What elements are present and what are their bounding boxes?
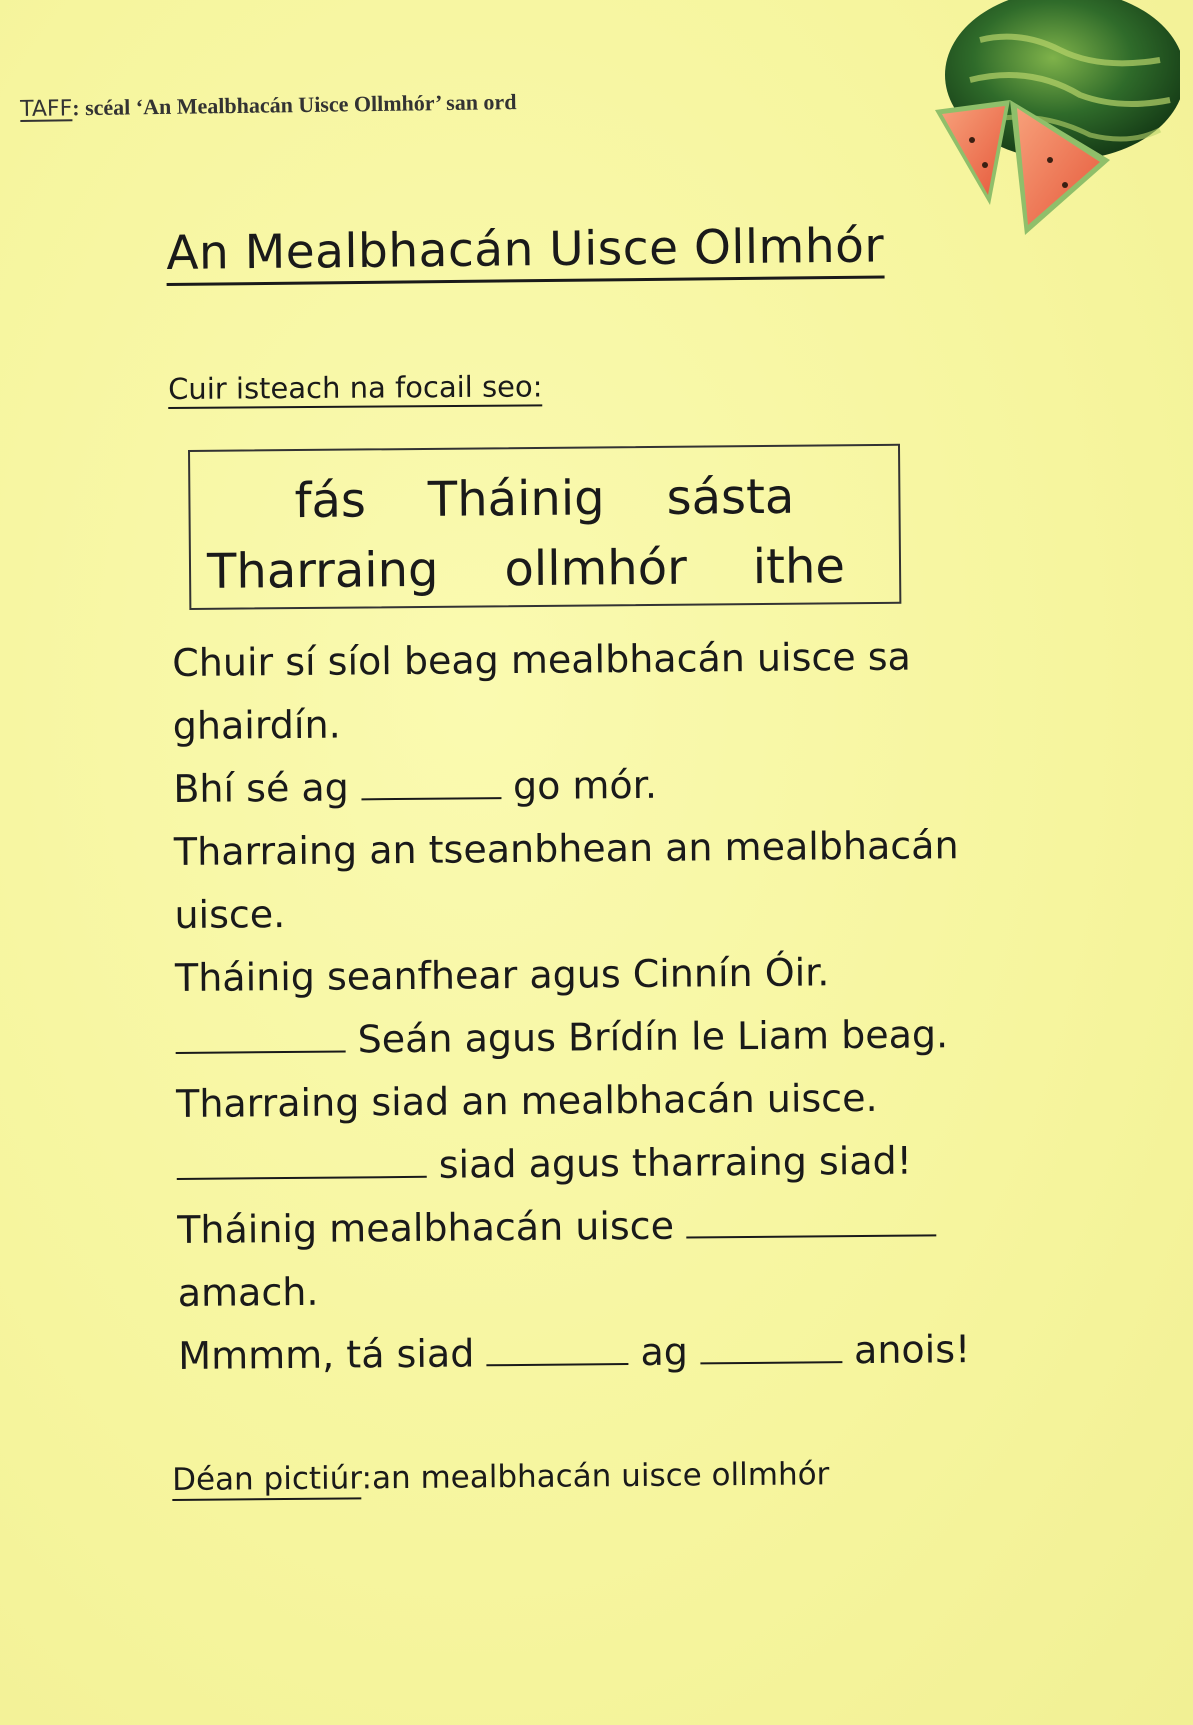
story-line-text: Tháinig mealbhacán uisce xyxy=(177,1203,687,1252)
story-line-text: ghairdín. xyxy=(172,702,341,748)
story-line-text: go mór. xyxy=(500,762,658,809)
story-line xyxy=(177,1191,1078,1262)
story-line-text: siad agus tharraing siad! xyxy=(426,1138,913,1187)
page-title-text: An Mealbhacán Uisce Ollmhór xyxy=(166,218,884,286)
header-line xyxy=(20,89,517,122)
story-line xyxy=(175,1002,1076,1073)
story-text xyxy=(172,624,1079,1388)
drawing-instruction-text: :an mealbhacán uisce ollmhór xyxy=(361,1456,830,1497)
story-line-text: Mmmm, tá siad xyxy=(178,1331,487,1378)
drawing-instruction xyxy=(172,1456,830,1498)
story-line-text: Chuir sí síol beag mealbhacán uisce sa xyxy=(172,634,912,685)
story-line xyxy=(178,1317,1079,1388)
instruction xyxy=(168,369,543,406)
drawing-instruction-label: Déan pictiúr xyxy=(172,1460,362,1501)
word-bank-box xyxy=(188,444,901,610)
fill-in-blank[interactable] xyxy=(177,1146,427,1180)
story-line xyxy=(174,813,1075,884)
story-line-text: Bhí sé ag xyxy=(173,765,362,811)
story-line xyxy=(176,1128,1077,1199)
story-line-text: uisce. xyxy=(174,892,286,937)
header-story-title: : scéal ‘An Mealbhacán Uisce Ollmhór’ san ord xyxy=(72,89,517,121)
story-line xyxy=(177,1254,1078,1325)
fill-in-blank[interactable] xyxy=(686,1204,936,1238)
fill-in-blank[interactable] xyxy=(175,1021,345,1054)
story-line-text: ag xyxy=(628,1329,701,1375)
story-line-text: Seán agus Brídín le Liam beag. xyxy=(345,1012,949,1062)
word-bank-word: ollmhór xyxy=(504,539,688,598)
instruction-text: Cuir isteach na focail seo: xyxy=(168,369,543,409)
fill-in-blank[interactable] xyxy=(700,1331,842,1364)
story-line xyxy=(172,624,1073,695)
page-title xyxy=(166,218,884,281)
story-line-text: Tháinig seanfhear agus Cinnín Óir. xyxy=(174,950,830,1000)
word-bank-word: ithe xyxy=(752,538,846,596)
story-line xyxy=(174,876,1075,947)
header-taff: TAFF xyxy=(20,96,73,122)
word-bank-word: Tháinig xyxy=(427,470,605,528)
story-line xyxy=(176,1065,1077,1136)
story-line xyxy=(173,750,1074,821)
word-bank-row-2 xyxy=(191,538,899,600)
word-bank-word: sásta xyxy=(666,468,795,526)
story-line xyxy=(175,939,1076,1010)
fill-in-blank[interactable] xyxy=(486,1333,628,1366)
story-line-text: amach. xyxy=(177,1269,319,1315)
word-bank-word: Tharraing xyxy=(206,541,439,600)
fill-in-blank[interactable] xyxy=(361,767,501,800)
story-line xyxy=(173,687,1074,758)
watermelon-icon xyxy=(860,0,1180,250)
word-bank-row-1 xyxy=(190,468,898,530)
story-line-text: anois! xyxy=(841,1327,971,1373)
story-line-text: Tharraing siad an mealbhacán uisce. xyxy=(175,1075,878,1126)
word-bank-word: fás xyxy=(294,472,367,530)
story-line-text: Tharraing an tseanbhean an mealbhacán xyxy=(173,823,959,874)
